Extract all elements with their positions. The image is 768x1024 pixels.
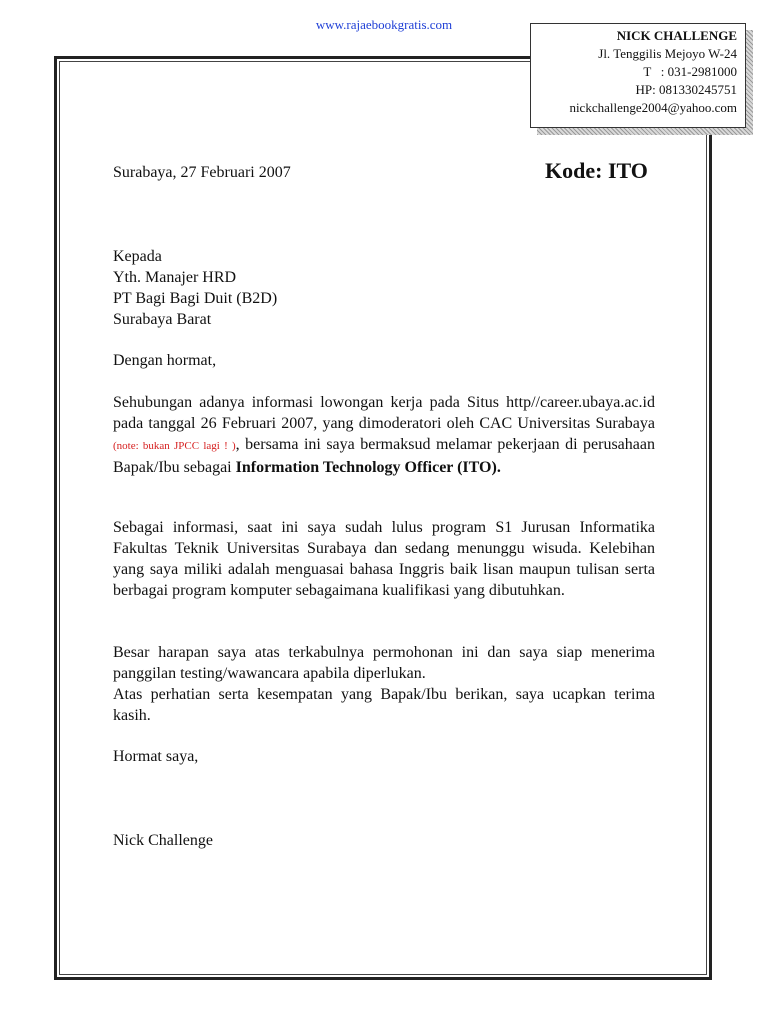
paragraph-line: Besar harapan saya atas terkabulnya permohonan ini dan saya siap menerima panggilan testing/wawancara apabila diperlukan. — [113, 644, 655, 682]
position-title: Information Technology Officer (ITO). — [235, 459, 501, 476]
contact-address: Jl. Tenggilis Mejoyo W-24 — [598, 46, 737, 61]
paragraph-closing — [113, 642, 655, 726]
paragraph-text: Sehubungan adanya informasi lowongan kerja pada Situs http//career.ubaya.ac.id pada tanggal 26 Februari 2007, yang dimoderatori oleh CAC Universitas Surabaya — [113, 394, 655, 432]
contact-box — [530, 23, 746, 128]
recipient-line: Kepada — [113, 248, 162, 265]
contact-name: NICK CHALLENGE — [616, 28, 737, 43]
paragraph-application — [113, 392, 655, 478]
paragraph-line: Atas perhatian serta kesempatan yang Bapak/Ibu berikan, saya ucapkan terima kasih. — [113, 686, 655, 724]
recipient-line: Yth. Manajer HRD — [113, 269, 237, 286]
contact-email[interactable]: nickchallenge2004@yahoo.com — [569, 100, 737, 115]
contact-phone: T : 031-2981000 — [643, 64, 737, 79]
recipient-line: PT Bagi Bagi Duit (B2D) — [113, 290, 278, 307]
paragraph-qualification: Sebagai informasi, saat ini saya sudah lulus program S1 Jurusan Informatika Fakultas Teknik Universitas Surabaya dan sedang menunggu wisuda. Kelebihan yang saya miliki adalah menguasai bahasa Inggris baik lisan maupun tulisan serta berbagai program komputer sebagaimana kualifikasi yang dibutuhkan. — [113, 519, 655, 599]
greeting: Dengan hormat, — [113, 352, 217, 369]
signature-name: Nick Challenge — [113, 832, 213, 849]
letter-date: Surabaya, 27 Februari 2007 — [113, 164, 291, 181]
recipient-line: Surabaya Barat — [113, 311, 212, 328]
recipient-block — [113, 246, 277, 330]
paragraph-text: , bersama ini saya bermaksud melamar pekerjaan di perusahaan Bapak/Ibu sebagai — [113, 436, 655, 476]
letter-code: Kode: ITO — [545, 158, 648, 183]
header-url-link[interactable]: www.rajaebookgratis.com — [315, 17, 453, 32]
closing-salutation: Hormat saya, — [113, 748, 199, 765]
red-note: (note: bukan JPCC lagi ! ) — [113, 440, 236, 452]
contact-mobile: HP: 081330245751 — [635, 82, 737, 97]
